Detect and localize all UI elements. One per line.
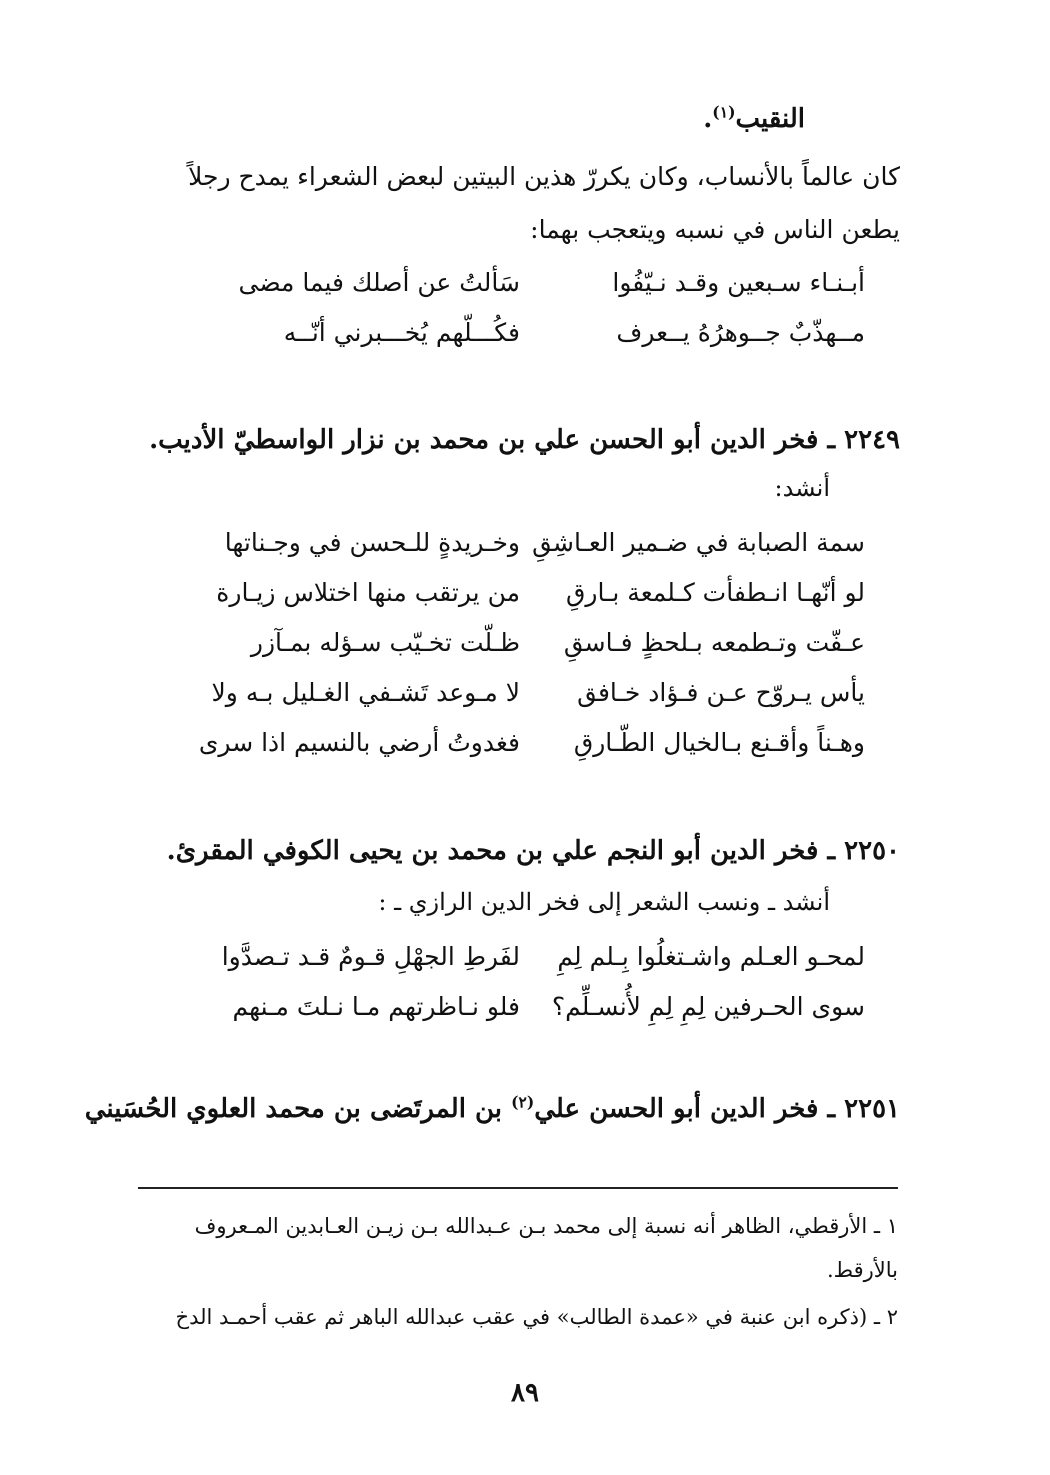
verse-1-second: أبـنـاء سـبعين وقـد نـيّفُوا	[612, 268, 865, 297]
entry-2249-verse-3-second: عـفّت وتـطمعه بـلحظٍ فـاسقِ	[563, 628, 865, 657]
entry-2249-heading: ٢٢٤٩ ـ فخر الدين أبو الحسن علي بن محمد بن نزار الواسطيّ الأديب.	[149, 425, 900, 455]
intro-text: النقيب	[735, 104, 805, 134]
paragraph-line-2: يطعن الناس في نسبه ويتعجب بهما:	[530, 215, 900, 244]
entry-2249-verse-5-second: وهـناً وأقـنع بـالخيال الطّـارقِ	[573, 728, 865, 757]
entry-2250-heading: ٢٢٥٠ ـ فخر الدين أبو النجم علي بن محمد بن يحيى الكوفي المقرئ.	[166, 836, 900, 866]
entry-2250-verse-1-first: لفَرطِ الجهْلِ قـومٌ قـد تـصدَّوا	[221, 942, 520, 971]
entry-2249-verse-5-first: فغدوتُ أرضي بالنسيم اذا سرى	[198, 728, 520, 757]
entry-2250-verse-1-second: لمحـو العـلم واشـتغلُوا بِـلم لِمِ	[557, 942, 865, 971]
footnote-1-line-1: ١ ـ الأرقطي، الظاهر أنه نسبة إلى محمد بـن عـبدالله بـن زيـن العـابدين المـعروف	[194, 1214, 898, 1238]
footnote-divider	[138, 1187, 898, 1189]
footnote-1-line-2: بالأرقط.	[826, 1258, 898, 1282]
entry-2249-verse-4-first: لا مـوعد تَشـفي الغـليل بـه ولا	[211, 678, 520, 707]
entry-2251-heading-b: بن المرتَضى بن محمد العلوي الحُسَيني	[84, 1094, 512, 1124]
verse-2-first: فكُـــلّهم يُخـــبرني أنّــه	[283, 318, 520, 347]
entry-2249-verse-2-first: من يرتقب منها اختلاس زيـارة	[216, 578, 520, 607]
entry-2249-sub: أنشد:	[774, 474, 830, 502]
entry-2249-verse-1-first: وخـريدةٍ للـحسن في وجـناتها	[224, 528, 520, 557]
paragraph-line-1: كان عالماً بالأنساب، وكان يكررّ هذين البيتين لبعض الشعراء يمدح رجلاً	[188, 162, 900, 191]
entry-2249-verse-3-first: ظـلّت تخـيّب سـؤله بمـآزر	[250, 628, 520, 657]
verse-2-second: مــهذّبٌ جــوهرُهُ يــعرف	[616, 318, 865, 347]
entry-2249-verse-1-second: سمة الصبابة في ضـمير العـاشِقِ	[532, 528, 865, 557]
entry-2249-verse-4-second: يأس يـروّح عـن فـؤاد خـافق	[577, 678, 865, 707]
entry-2250-verse-2-first: فلو نـاظرتهم مـا نـلتَ مـنهم	[232, 992, 520, 1021]
footnote-mark-1: (١)	[712, 102, 736, 122]
entry-2251-heading	[85, 1094, 900, 1124]
entry-2250-verse-2-second: سوى الحـرفين لِمِ لِمِ لأُنسـلِّم؟	[551, 992, 865, 1021]
footnote-2-line-1: ٢ ـ (ذكره ابن عنبة في «عمدة الطالب» في عقب عبدالله الباهر ثم عقب أحمـد الدخ	[175, 1305, 898, 1329]
entry-2251-heading-a: ٢٢٥١ ـ فخر الدين أبو الحسن علي	[534, 1094, 900, 1124]
verse-1-first: سَألتُ عن أصلك فيما مضى	[238, 268, 520, 297]
footnote-mark-2: (٢)	[511, 1092, 535, 1112]
page-number: ٨٩	[511, 1378, 539, 1408]
entry-2249-verse-2-second: لو أنّهـا انـطفأت كـلمعة بـارقِ	[565, 578, 865, 607]
intro-line	[703, 104, 805, 134]
entry-2250-sub: أنشد ـ ونسب الشعر إلى فخر الدين الرازي ـ :	[378, 888, 830, 916]
intro-end: .	[703, 104, 713, 134]
